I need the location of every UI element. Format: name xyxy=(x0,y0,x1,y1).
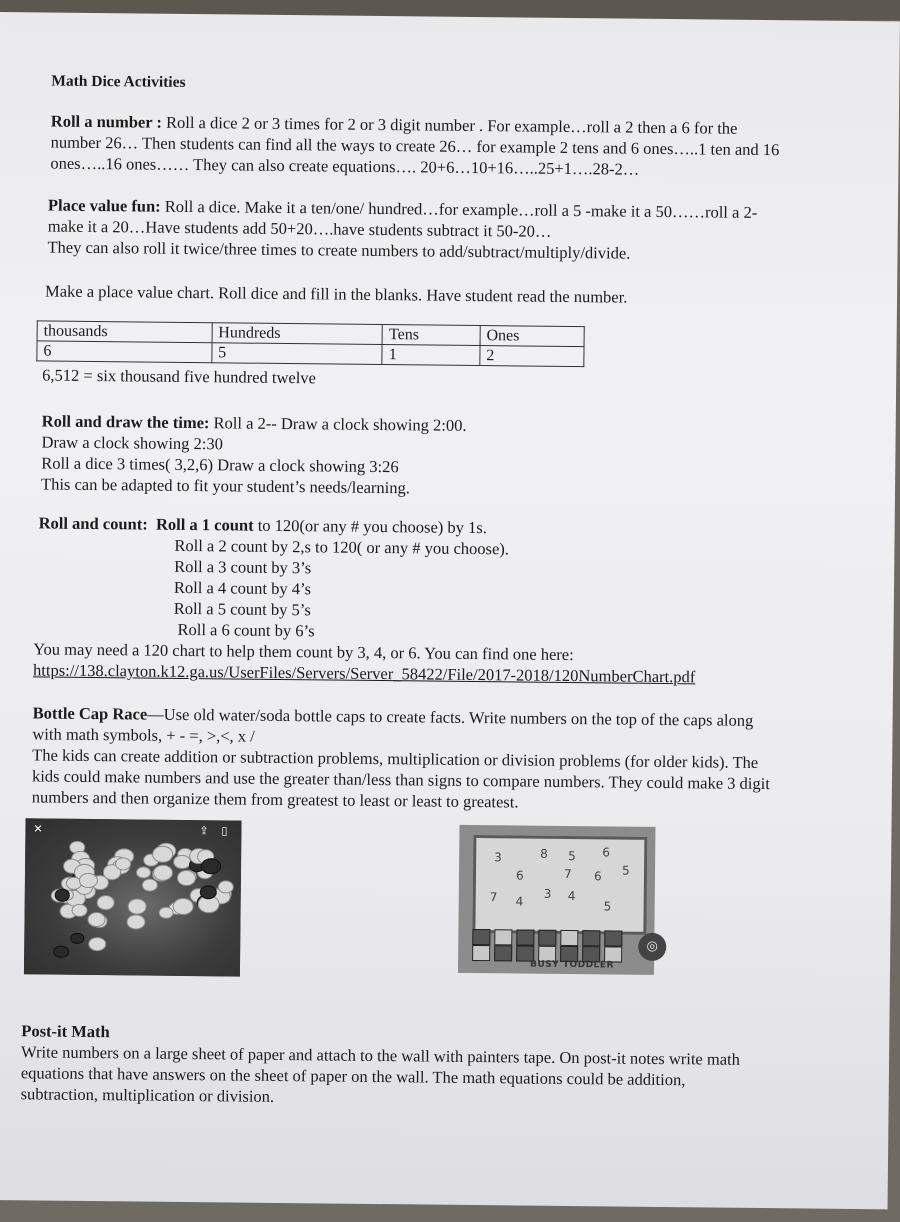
roll-count-section xyxy=(33,512,900,689)
table-cell: 5 xyxy=(212,343,383,365)
number-tile xyxy=(472,929,490,945)
bottle-cap xyxy=(97,895,115,910)
place-value-table xyxy=(36,320,584,367)
table-cell: 2 xyxy=(480,346,584,367)
roll-draw-time-line: Roll a 2-- Draw a clock showing 2:00. xyxy=(213,413,467,435)
postit-line: Write numbers on a large sheet of paper and attach to the wall with painters tape. On post-it notes write math xyxy=(21,1042,741,1069)
bookmark-icon[interactable]: ▯ xyxy=(221,824,228,838)
roll-number-line: Roll a dice 2 or 3 times for 2 or 3 digit number . For example…roll a 2 then a 6 for the xyxy=(165,112,738,138)
number-tile xyxy=(472,945,490,961)
document-content xyxy=(0,12,900,1221)
roll-draw-time-heading: Roll and draw the time: xyxy=(41,411,210,433)
roll-draw-time-line: Roll a dice 3 times( 3,2,6) Draw a clock showing 3:26 xyxy=(41,453,399,477)
table-header-cell: Tens xyxy=(382,325,480,346)
roll-draw-time-section xyxy=(41,410,900,503)
table-cell: 1 xyxy=(382,345,480,366)
roll-number-line: ones…..16 ones…… They can also create equations…. 20+6…10+16…..25+1….28-2… xyxy=(50,153,640,179)
number-board-photo xyxy=(458,825,656,975)
number-tile xyxy=(494,945,512,961)
bottle-cap-line: with math symbols, + - =, >,<, x / xyxy=(32,724,255,746)
roll-count-line: Roll a 6 count by 6’s xyxy=(177,619,315,641)
bottle-cap-heading: Bottle Cap Race xyxy=(32,703,148,724)
bottle-cap-line: numbers and then organize them from greatest to least or least to greatest. xyxy=(31,787,519,812)
bottle-cap xyxy=(201,859,221,875)
number-tile xyxy=(516,929,534,945)
chart-link[interactable]: https://138.clayton.k12.ga.us/UserFiles/Servers/Server_58422/File/2017-2018/120NumberChart.pdf xyxy=(33,660,696,687)
postit-line: equations that have answers on the sheet of paper on the wall. The math equations could be addition, xyxy=(20,1063,686,1090)
lens-icon[interactable]: ◎ xyxy=(638,933,666,961)
roll-draw-time-line: This can be adapted to fit your student’s needs/learning. xyxy=(40,474,410,498)
bottle-cap xyxy=(55,889,70,901)
place-value-line: make it a 20…Have students add 50+20….have students subtract it 50-20… xyxy=(47,216,552,241)
roll-count-first-bold: Roll a 1 count xyxy=(155,514,254,535)
roll-number-section xyxy=(50,111,900,183)
bottle-cap-line: kids could make numbers and use the greater than/less than signs to compare numbers. They could make 3 digit xyxy=(31,766,770,794)
close-icon[interactable]: ✕ xyxy=(33,822,43,836)
postit-line: subtraction, multiplication or division. xyxy=(20,1084,275,1106)
roll-count-heading: Roll and count: xyxy=(38,513,148,534)
number-tile xyxy=(538,930,556,946)
bottle-cap xyxy=(71,904,87,917)
bottle-cap-line: The kids can create addition or subtraction problems, multiplication or division problems (for older kids). The xyxy=(32,745,759,772)
table-header-cell: thousands xyxy=(37,321,212,343)
number-tile xyxy=(582,930,600,946)
number-tile xyxy=(494,929,512,945)
paper-sheet xyxy=(0,12,900,1209)
roll-number-heading: Roll a number : xyxy=(50,111,163,132)
place-value-example: 6,512 = six thousand five hundred twelve xyxy=(42,365,317,388)
bottle-cap xyxy=(173,855,190,869)
brand-label: BUSY TODDLER xyxy=(530,959,614,971)
bottle-cap-section xyxy=(32,702,900,816)
roll-count-first-rest: to 120(or any # you choose) by 1s. xyxy=(253,515,487,538)
number-board: 3 8 5 6 6 7 6 5 7 4 3 4 5 xyxy=(472,835,647,935)
number-tile xyxy=(560,930,578,946)
roll-draw-time-line: Draw a clock showing 2:30 xyxy=(41,432,224,454)
roll-count-line: Roll a 2 count by 2,s to 120( or any # you choose). xyxy=(174,535,510,559)
postit-section xyxy=(21,1020,900,1113)
bottle-cap xyxy=(153,845,174,862)
page-title: Math Dice Activities xyxy=(51,72,186,91)
place-value-line: They can also roll it twice/three times to create numbers to add/subtract/multiply/divide. xyxy=(47,237,631,263)
postit-heading: Post-it Math xyxy=(21,1021,110,1042)
roll-count-note: You may need a 120 chart to help them count by 3, 4, or 6. You can find one here: xyxy=(33,639,574,665)
number-tile xyxy=(604,930,622,946)
bottle-caps-photo xyxy=(24,818,242,976)
bottle-cap xyxy=(173,898,194,915)
roll-count-line: Roll a 4 count by 4’s xyxy=(173,577,312,599)
bottle-cap xyxy=(53,945,69,958)
bottle-cap-line: —Use old water/soda bottle caps to create facts. Write numbers on the top of the caps along xyxy=(147,704,754,730)
bottle-cap xyxy=(115,857,131,871)
place-value-line: Roll a dice. Make it a ten/one/ hundred…for example…roll a 5 -make it a 50……roll a 2- xyxy=(164,196,758,222)
place-value-chart-instruction: Make a place value chart. Roll dice and fill in the blanks. Have student read the number. xyxy=(44,281,628,307)
table-header-cell: Ones xyxy=(480,326,584,347)
place-value-section xyxy=(47,195,900,267)
bottle-cap xyxy=(218,880,234,893)
roll-count-line: Roll a 3 count by 3’s xyxy=(174,556,312,578)
roll-number-line: number 26… Then students can find all the ways to create 26… for example 2 tens and 6 ones…..1 ten and 16 xyxy=(50,132,780,160)
place-value-heading: Place value fun: xyxy=(47,195,161,216)
bottle-cap xyxy=(87,912,106,927)
roll-count-line: Roll a 5 count by 5’s xyxy=(173,598,311,620)
table-header-cell: Hundreds xyxy=(212,323,383,345)
bottle-cap xyxy=(127,899,146,915)
share-icon[interactable]: ⇪ xyxy=(199,824,209,838)
table-cell: 6 xyxy=(37,341,212,363)
